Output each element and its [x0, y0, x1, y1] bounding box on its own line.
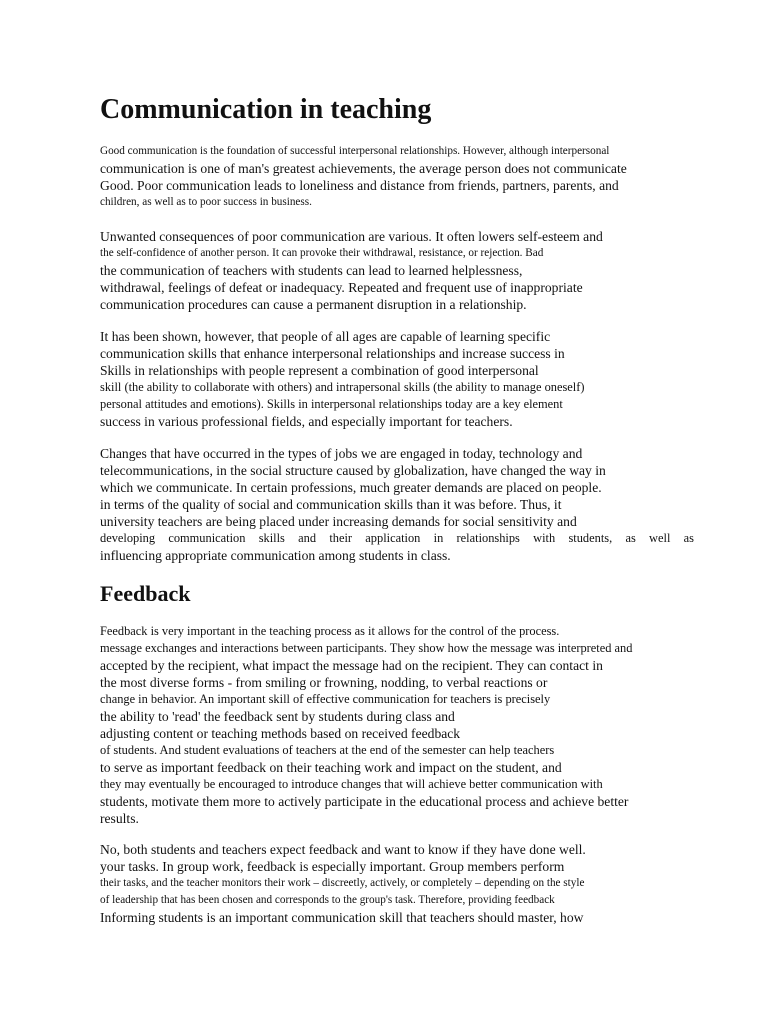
text-line: change in behavior. An important skill of effective communication for teachers is precisely [100, 692, 551, 706]
text-line: communication skills that enhance interpersonal relationships and increase success in [100, 346, 565, 361]
text-line: of leadership that has been chosen and corresponds to the group's task. Therefore, providing feedback [100, 894, 555, 906]
page-title: Communication in teaching [100, 94, 432, 125]
text-line: students, motivate them more to actively participate in the educational process and achieve better [100, 794, 629, 809]
text-line: Informing students is an important communication skill that teachers should master, how [100, 910, 584, 925]
text-line: Changes that have occurred in the types of jobs we are engaged in today, technology and [100, 446, 583, 461]
text-line: Feedback is very important in the teaching process as it allows for the control of the process. [100, 624, 560, 638]
text-line: Skills in relationships with people represent a combination of good interpersonal [100, 363, 539, 378]
text-line: adjusting content or teaching methods based on received feedback [100, 726, 461, 741]
text-line: university teachers are being placed under increasing demands for social sensitivity and [100, 514, 577, 529]
text-line: their tasks, and the teacher monitors their work – discreetly, actively, or completely – depending on the style [100, 877, 585, 889]
text-line: your tasks. In group work, feedback is especially important. Group members perform [100, 859, 565, 874]
paragraph-4 [100, 445, 712, 564]
text-line: It has been shown, however, that people of all ages are capable of learning specific [100, 329, 551, 344]
text-line: message exchanges and interactions between participants. They show how the message was interpreted and [100, 641, 633, 655]
paragraph-6 [100, 841, 712, 926]
text-line: of students. And student evaluations of teachers at the end of the semester can help teachers [100, 743, 555, 757]
text-line: children, as well as to poor success in business. [100, 196, 312, 208]
section-title-feedback: Feedback [100, 581, 191, 606]
text-line: the most diverse forms - from smiling or frowning, nodding, to verbal reactions or [100, 675, 548, 690]
text-line: which we communicate. In certain professions, much greater demands are placed on people. [100, 480, 602, 495]
text-line: telecommunications, in the social structure caused by globalization, have changed the way in [100, 463, 606, 478]
text-line: personal attitudes and emotions). Skills in interpersonal relationships today are a key element [100, 397, 563, 411]
text-line: Good. Poor communication leads to loneliness and distance from friends, partners, parents, and [100, 178, 619, 193]
text-line: results. [100, 811, 139, 826]
text-line: influencing appropriate communication among students in class. [100, 548, 451, 563]
text-line: Unwanted consequences of poor communication are various. It often lowers self-esteem and [100, 229, 603, 244]
text-line: No, both students and teachers expect feedback and want to know if they have done well. [100, 842, 586, 857]
text-line: they may eventually be encouraged to introduce changes that will achieve better communication with [100, 777, 603, 791]
text-line: skill (the ability to collaborate with others) and intrapersonal skills (the ability to manage oneself) [100, 380, 585, 394]
paragraph-5 [100, 623, 712, 827]
text-line: communication procedures can cause a permanent disruption in a relationship. [100, 297, 527, 312]
text-line: to serve as important feedback on their teaching work and impact on the student, and [100, 760, 562, 775]
text-line: accepted by the recipient, what impact the message had on the recipient. They can contact in [100, 658, 603, 673]
text-line: Good communication is the foundation of successful interpersonal relationships. However, although interpersonal [100, 145, 610, 157]
paragraph-3 [100, 328, 712, 430]
paragraph-2 [100, 228, 712, 313]
paragraph-1 [100, 143, 712, 211]
text-line: success in various professional fields, and especially important for teachers. [100, 414, 513, 429]
text-line: the self-confidence of another person. It can provoke their withdrawal, resistance, or rejection. Bad [100, 247, 544, 259]
text-line: withdrawal, feelings of defeat or inadequacy. Repeated and frequent use of inappropriate [100, 280, 583, 295]
text-line: in terms of the quality of social and communication skills than it was before. Thus, it [100, 497, 562, 512]
text-line: the communication of teachers with students can lead to learned helplessness, [100, 263, 523, 278]
text-line: the ability to 'read' the feedback sent by students during class and [100, 709, 455, 724]
text-line: communication is one of man's greatest achievements, the average person does not communicate [100, 161, 627, 176]
text-line: developing communication skills and their application in relationships with students, as well as [100, 531, 694, 545]
